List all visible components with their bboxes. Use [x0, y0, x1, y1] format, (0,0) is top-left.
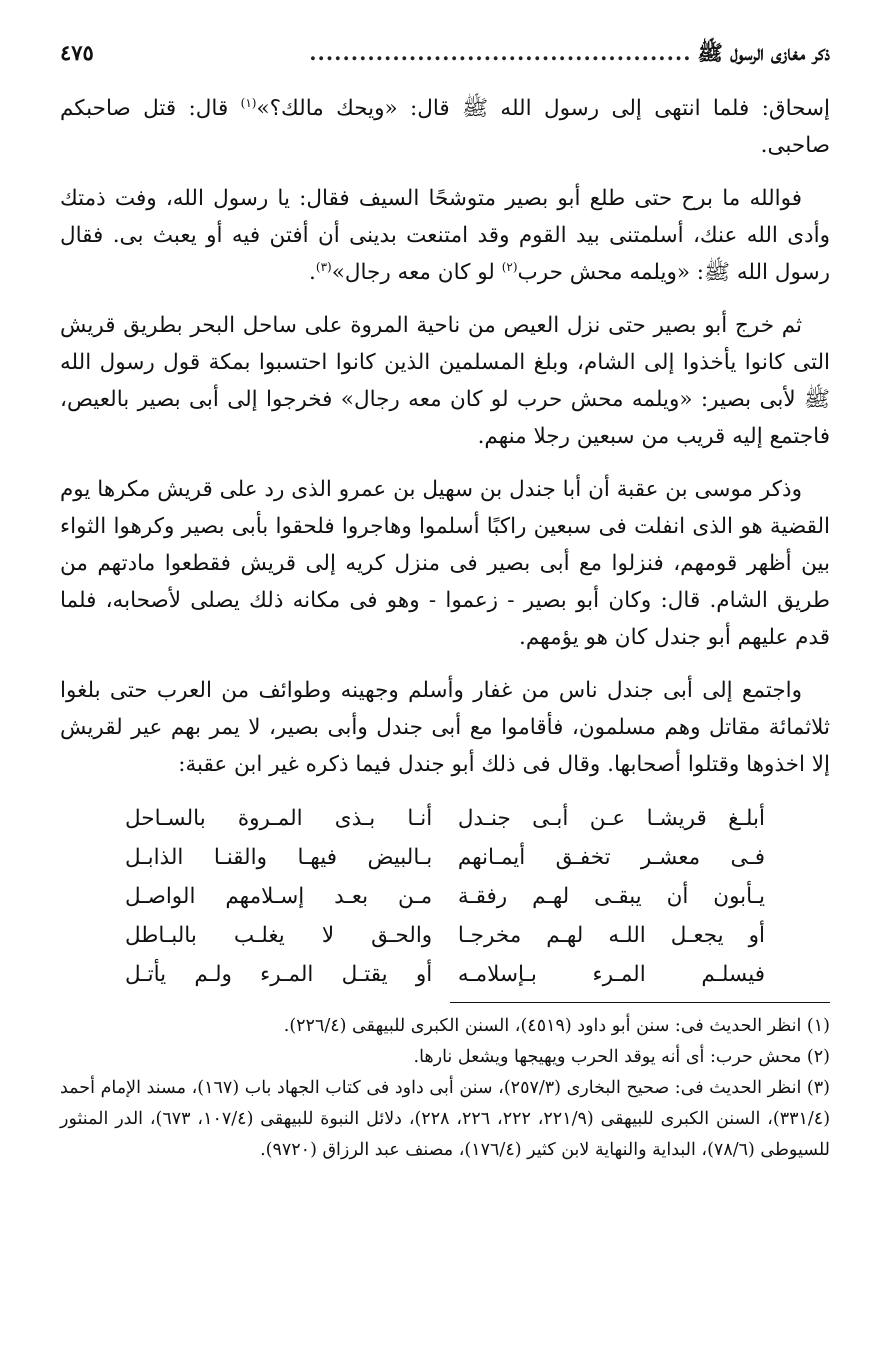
verse-second-hemistich: والحـق لا يغلـب بالبـاطل — [125, 923, 433, 948]
verse-second-hemistich: أنـا بـذى المـروة بالسـاحل — [125, 806, 433, 831]
footnotes — [60, 1011, 830, 1166]
verse-first-hemistich: أو يجعـل اللـه لهـم مخرجـا — [457, 923, 765, 948]
footnote-separator — [450, 1002, 830, 1003]
footnote-ref-2[interactable]: (٢) — [501, 259, 518, 274]
footnote-ref-3[interactable]: (٣) — [315, 259, 332, 274]
footnote-1: (١) انظر الحديث فى: سنن أبو داود (٤٥١٩)، السنن الكبرى للبيهقى (٢٢٦/٤). — [283, 1016, 830, 1036]
paragraph-4: وذكر موسى بن عقبة أن أبا جندل بن سهيل بن عمرو الذى رد على قريش مكرها يوم القضية هو الذى انفلت فى سبعين راكبًا أسلموا وهاجروا فلحقوا بأبى بصير وكرهوا الثواء بين أظهر قومهم، فنزلوا مع أبى بصير فى منزل كريه إلى قريش فقطعوا مادتهم من طريق الشام. قال: وكان أبو بصير - زعموا - وهو فى مكانه ذلك يصلى لأصحابه، فلما قدم عليهم أبو جندل كان هو يؤمهم. — [60, 477, 830, 650]
verse-line — [125, 877, 765, 916]
verse-first-hemistich: فـى معشـر تخفـق أيمـانهم — [457, 845, 765, 870]
paragraph-5: واجتمع إلى أبى جندل ناس من غفار وأسلم وجهينه وطوائف من العرب حتى بلغوا ثلاثمائة مقاتل وهم مسلمون، فأقاموا مع أبى جندل وأبى بصير، لا يمر بهم عير لقريش إلا اخذوها وقتلوا أصحابها. وقال فى ذلك أبو جندل فيما ذكره غير ابن عقبة: — [60, 678, 830, 777]
leader-dots: .............................................. — [309, 40, 692, 65]
paragraph-3: ثم خرج أبو بصير حتى نزل العيص من ناحية المروة على ساحل البحر بطريق قريش التى كانوا يأخذوا إلى الشام، وبلغ المسلمين الذين كانوا احتسبوا بمكة قول رسول الله ﷺ لأبى بصير: «ويلمه محش حرب لو كان معه رجال» فخرجوا إلى أبى بصير بالعيص، فاجتمع إليه قريب من سبعين رجلا منهم. — [60, 313, 830, 449]
page-number: ٤٧٥ — [60, 40, 94, 65]
footnote-3: (٣) انظر الحديث فى: صحيح البخارى (٢٥٧/٣)، سنن أبى داود فى كتاب الجهاد باب (١٦٧)، مسند الإمام أحمد (٣٣١/٤)، السنن الكبرى للبيهقى (٢٢١/٩، ٢٢٢، ٢٢٦، ٢٢٨)، دلائل النبوة للبيهقى (١٠٧/٤، ٦٧٣)، الدر المنثور للسيوطى (٧٨/٦)، البداية والنهاية لابن كثير (١٧٦/٤)، مصنف عبد الرزاق (٩٧٢٠). — [60, 1078, 831, 1160]
verse-second-hemistich: أو يقتـل المـرء ولـم يأتـل — [125, 962, 433, 987]
book-page — [60, 40, 830, 1340]
verse-line — [125, 916, 765, 955]
paragraph-1: إسحاق: فلما انتهى إلى رسول الله ﷺ قال: «ويحك مالك؟»$^{(١)}$ قال: قتل صاحبكم صاحبى. — [60, 95, 830, 158]
paragraph-2: فوالله ما برح حتى طلع أبو بصير متوشحًا السيف فقال: يا رسول الله، وفت ذمتك وأدى الله عنك، أسلمتنى بيد القوم وقد امتنعت بدينى أن أفتن فيه أو يعبث بى. فقال رسول الله ﷺ: «ويلمه محش حرب$^{(٢)}$ لو كان معه رجال»$^{(٣)}$. — [60, 186, 830, 285]
verse-second-hemistich: مـن بعـد إسـلامهم الواصـل — [125, 884, 433, 909]
chapter-title: ذكر مغازى الرسول ﷺ — [697, 40, 830, 65]
running-header — [60, 40, 830, 84]
verse-second-hemistich: بـالبيض فيهـا والقنـا الذابـل — [125, 845, 433, 870]
verse-first-hemistich: فيسلـم المـرء بـإسلامـه — [457, 962, 765, 987]
footnote-2: (٢) محش حرب: أى أنه يوقد الحرب ويهيجها ويشعل نارها. — [413, 1047, 830, 1067]
poem — [125, 799, 765, 994]
footnote-ref-1[interactable]: (١) — [240, 95, 257, 110]
verse-line — [125, 955, 765, 994]
verse-first-hemistich: يـأبون أن يبقـى لهـم رفقـة — [457, 884, 765, 909]
verse-line — [125, 838, 765, 877]
verse-line — [125, 799, 765, 838]
verse-first-hemistich: أبلـغ قريشـا عـن أبـى جنـدل — [457, 806, 765, 831]
